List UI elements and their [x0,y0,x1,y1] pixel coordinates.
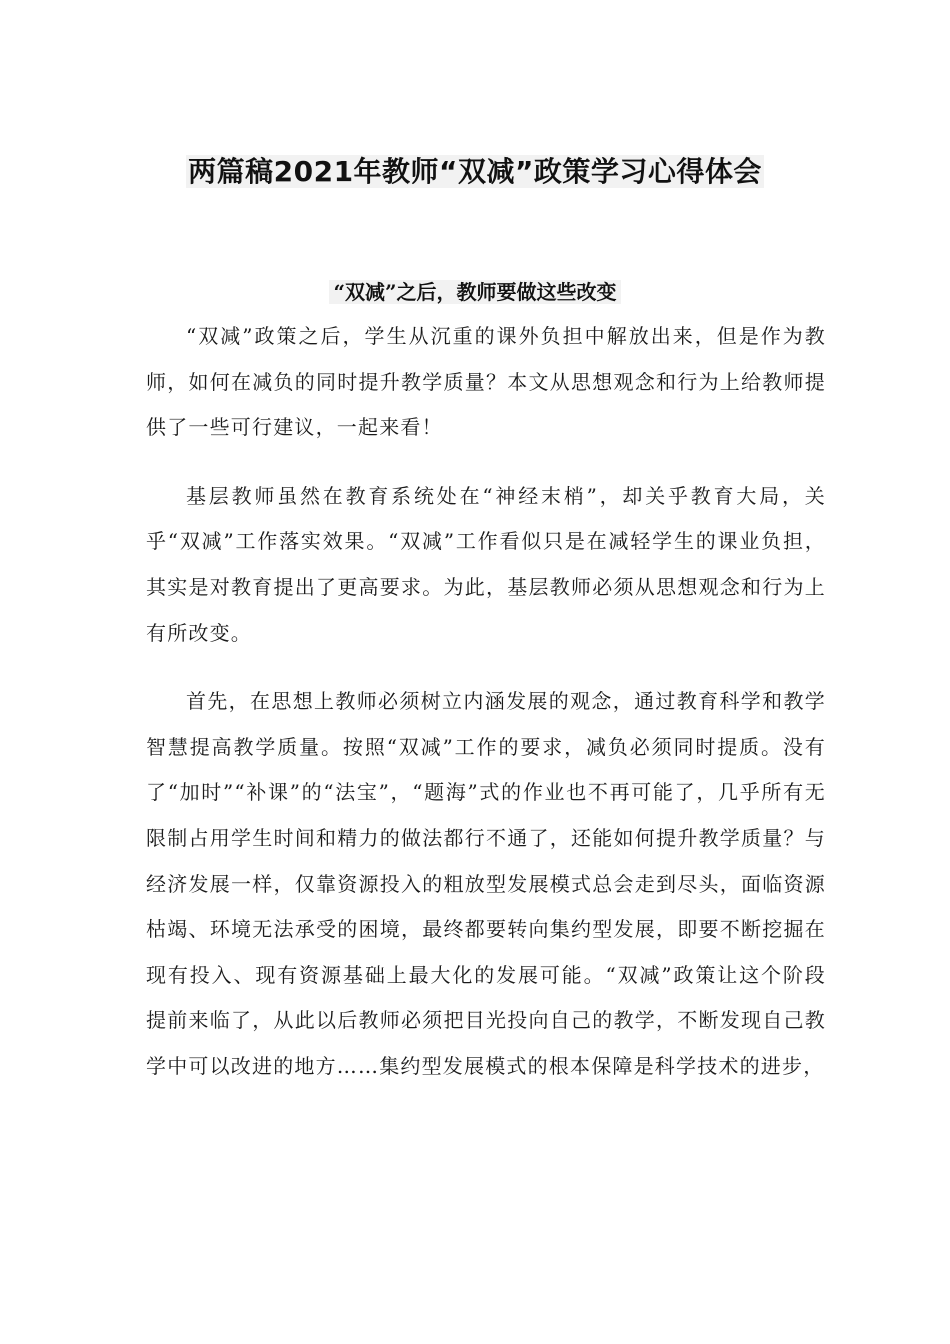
document-body [146,314,826,1090]
paragraph-3: 首先，在思想上教师必须树立内涵发展的观念，通过教育科学和教学智慧提高教学质量。按照“双减”工作的要求，减负必须同时提质。没有了“加时”“补课”的“法宝”，“题海”式的作业也不再可能了，几乎所有无限制占用学生时间和精力的做法都行不通了，还能如何提升教学质量？与经济发展一样，仅靠资源投入的粗放型发展模式总会走到尽头，面临资源枯竭、环境无法承受的困境，最终都要转向集约型发展，即要不断挖掘在现有投入、现有资源基础上最大化的发展可能。“双减”政策让这个阶段提前来临了，从此以后教师必须把目光投向自己的教学，不断发现自己教学中可以改进的地方……集约型发展模式的根本保障是科学技术的进步， [146,689,826,1078]
document-title: 两篇稿2021年教师“双减”政策学习心得体会 [188,154,762,188]
paragraph-2: 基层教师虽然在教育系统处在“神经末梢”，却关乎教育大局，关乎“双减”工作落实效果。“双减”工作看似只是在减轻学生的课业负担，其实是对教育提出了更高要求。为此，基层教师必须从思想观念和行为上有所改变。 [146,483,826,645]
paragraph-1: “双减”政策之后，学生从沉重的课外负担中解放出来，但是作为教师，如何在减负的同时提升教学质量？本文从思想观念和行为上给教师提供了一些可行建议，一起来看！ [146,324,826,440]
section-heading: “双减”之后，教师要做这些改变 [0,273,950,311]
